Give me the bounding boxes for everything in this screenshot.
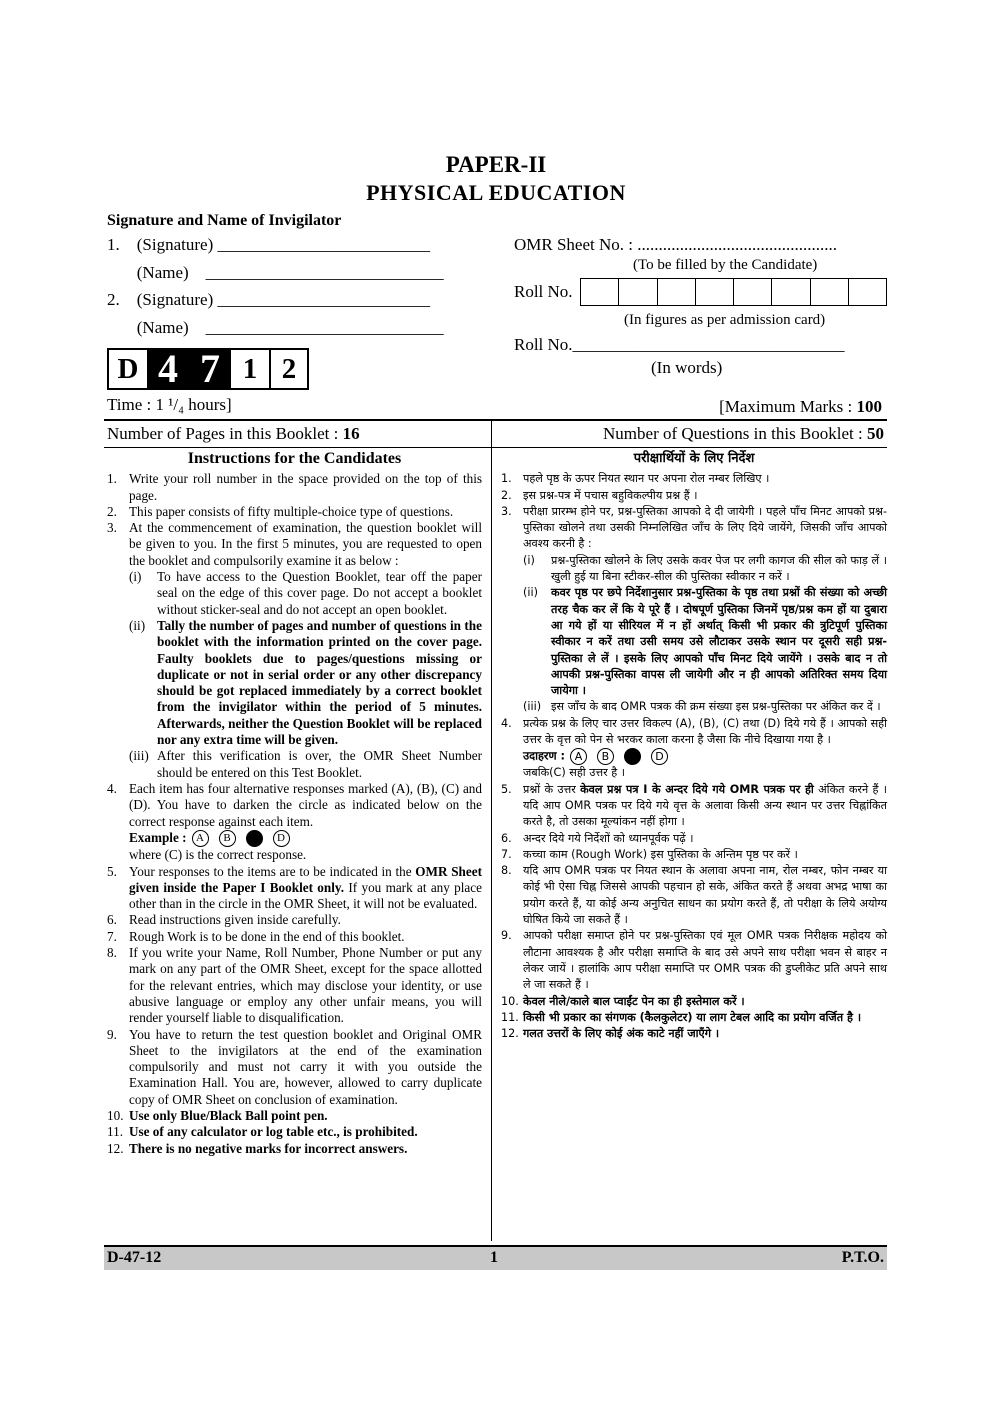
instruction-item: 11. Use of any calculator or log table etc., is prohibited. [107, 1124, 418, 1140]
roll-digit-box[interactable] [619, 279, 657, 305]
invigilator-1-signature[interactable]: 1. (Signature) _________________________ [107, 235, 430, 254]
pages-count: Number of Pages in this Booklet : 16 [107, 424, 360, 443]
code-char: 4 [147, 350, 189, 388]
instruction-item: 5. Your responses to the items are to be indicated in the OMR Sheet given inside the Paper I Booklet only. If you mark at any place other than in the circle in the OMR Sheet, it will not be evaluated. [107, 863, 482, 912]
option-d-circle: D [651, 748, 668, 765]
words-note: (In words) [651, 358, 723, 377]
booklet-code [107, 348, 309, 390]
instruction-item: 9. आपको परीक्षा समाप्त होने पर प्रश्न-पुस्तिका एवं मूल OMR पत्रक निरीक्षक महोदय को लौटाना आवश्यक है और परीक्षा समाप्ति के बाद उसे अपने साथ परीक्षा भवन से बाहर न लेकर जायें । हालांकि आप परीक्षा समाप्ति पर OMR पत्रक की डुप्लीकेट प्रति अपने साथ ले जा सकते हैं । [501, 929, 887, 992]
roll-number-label: Roll No. [514, 282, 573, 301]
instruction-item: 11. किसी भी प्रकार का संगणक (कैलकुलेटर) या लाग टेबल आदि का प्रयोग वर्जित है । [501, 1010, 862, 1024]
instruction-item: 4. प्रत्येक प्रश्न के लिए चार उत्तर विकल्प (A), (B), (C) तथा (D) दिये गये हैं । आपको सही उत्तर के वृत्त को पेन से भरकर काला करना है जैसा कि नीचे दिखाया गया है । [501, 716, 887, 747]
omr-fill-note: (To be filled by the Candidate) [633, 257, 818, 273]
example-note: where (C) is the correct response. [129, 847, 307, 863]
roll-number-words[interactable]: Roll No.________________________________ [514, 335, 845, 354]
option-a-circle: A [570, 748, 587, 765]
instruction-item: 3. परीक्षा प्रारम्भ होने पर, प्रश्न-पुस्तिका आपको दे दी जायेगी । पहले पाँच मिनट आपको प्रश्न-पुस्तिका खोलने तथा उसकी निम्नलिखित जाँच के लिए दिये जायेंगे, जिसकी जाँच आपको अवश्य करनी है : [501, 504, 887, 551]
instruction-item: 4. Each item has four alternative responses marked (A), (B), (C) and (D). You have to darken the circle as indicated below on the correct response against each item. [107, 780, 482, 829]
invigilator-1-name[interactable]: (Name) ____________________________ [107, 263, 444, 282]
paper-title: PAPER-II [445, 152, 547, 177]
instruction-subitem: (ii) Tally the number of pages and number of questions in the booklet with the information printed on the cover page. Faulty booklets due to pages/questions missing or duplicate or not in serial order or any other discrepancy should be got replaced immediately by a correct booklet from the invigilator within the period of 5 minutes. Afterwards, neither the Question Booklet will be replaced nor any extra time will be given. [129, 617, 482, 748]
instruction-item: 10. केवल नीले/काले बाल प्वाईंट पेन का ही इस्तेमाल करें । [501, 994, 745, 1008]
hindi-heading: परीक्षार्थियों के लिए निर्देश [633, 451, 755, 466]
instruction-item: 6. अन्दर दिये गये निर्देशों को ध्यानपूर्वक पढ़ें । [501, 831, 694, 845]
instruction-item: 1. Write your roll number in the space provided on the top of this page. [107, 471, 482, 503]
instruction-subitem: (iii) इस जाँच के बाद OMR पत्रक की क्रम संख्या इस प्रश्न-पुस्तिका पर अंकित कर दें । [523, 700, 881, 714]
code-char: 7 [189, 350, 231, 388]
instruction-subitem: (ii) कवर पृष्ठ पर छपे निर्देशानुसार प्रश्न-पुस्तिका के पृष्ठ तथा प्रश्नों की संख्या को अच्छी तरह चैक कर लें कि ये पूरे हैं । दोषपूर्ण पुस्तिका जिनमें पृष्ठ/प्रश्न कम हों या दुबारा आ गये हों या सीरियल में न हों अर्थात् किसी भी प्रकार की त्रुटिपूर्ण पुस्तिका स्वीकार न करें तथा उसी समय उसे लौटाकर उसके स्थान पर दूसरी सही प्रश्न-पुस्तिका ले लें । इसके लिए आपको पाँच मिनट दिये जायेंगे । उसके बाद न तो आपकी प्रश्न-पुस्तिका वापस ली जायेगी और न ही आपको अतिरिक्त समय दिया जायेगा । [523, 586, 887, 698]
example-row: Example : A B D [107, 830, 482, 847]
figures-note: (In figures as per admission card) [624, 312, 826, 328]
instruction-subitem: (i) प्रश्न-पुस्तिका खोलने के लिए उसके कवर पेज पर लगी कागज की सील को फाड़ लें । खुली हुई या बिना स्टीकर-सील की पुस्तिका स्वीकार न करें । [523, 553, 887, 584]
roll-digit-box[interactable] [696, 279, 734, 305]
page-number: 1 [490, 1249, 498, 1266]
subject-title: PHYSICAL EDUCATION [366, 180, 626, 205]
instruction-item: 1. पहले पृष्ठ के ऊपर नियत स्थान पर अपना रोल नम्बर लिखिए । [501, 472, 770, 486]
option-c-filled-circle [624, 748, 641, 765]
roll-digit-box[interactable] [581, 279, 619, 305]
omr-sheet-number[interactable]: OMR Sheet No. : ............................................... [514, 235, 837, 254]
example-row: उदाहरण : A B D [501, 748, 887, 765]
roll-digit-box[interactable] [811, 279, 849, 305]
instruction-subitem: (iii) After this verification is over, the OMR Sheet Number should be entered on this Test Booklet. [129, 748, 482, 780]
instruction-item: 2. This paper consists of fifty multiple-choice type of questions. [107, 503, 454, 519]
option-a-circle: A [192, 830, 209, 847]
instruction-item: 10. Use only Blue/Black Ball point pen. [107, 1108, 328, 1124]
roll-number-boxes[interactable] [580, 278, 887, 306]
instruction-item: 8. If you write your Name, Roll Number, Phone Number or put any mark on any part of the OMR Sheet, except for the space allotted for the relevant entries, which may disclose your identity, or use abusive language or employ any other unfair means, you will render yourself liable to disqualification. [107, 945, 482, 1026]
roll-digit-box[interactable] [734, 279, 772, 305]
english-instructions [107, 451, 482, 1157]
option-b-circle: B [219, 830, 236, 847]
code-char: 2 [269, 350, 307, 388]
option-d-circle: D [273, 830, 290, 847]
code-char: D [109, 350, 147, 388]
instruction-item: 8. यदि आप OMR पत्रक पर नियत स्थान के अलावा अपना नाम, रोल नम्बर, फोन नम्बर या कोई भी ऐसा चिह्न जिससे आपकी पहचान हो सके, अंकित करते हैं अथवा अभद्र भाषा का प्रयोग करते हैं, या कोई अन्य अनुचित साधन का प्रयोग करते हैं, तो परीक्षा के लिये अयोग्य घोषित किये जा सकते हैं । [501, 864, 887, 927]
roll-digit-box[interactable] [849, 279, 886, 305]
instruction-item: 12. गलत उत्तरों के लिए कोई अंक काटे नहीं जाएँगे । [501, 1027, 720, 1041]
column-divider [491, 419, 492, 1241]
page-footer [104, 1245, 887, 1270]
instruction-item: 9. You have to return the test question booklet and Original OMR Sheet to the invigilators at the end of the examination compulsorily and must not carry it with you outside the Examination Hall. You are, however, allowed to carry duplicate copy of OMR Sheet on conclusion of examination. [107, 1026, 482, 1107]
questions-count: Number of Questions in this Booklet : 50 [603, 424, 884, 443]
example-note: जबकि(C) सही उत्तर है । [523, 766, 625, 780]
option-c-filled-circle [246, 830, 263, 847]
instruction-item: 12. There is no negative marks for incorrect answers. [107, 1140, 408, 1156]
roll-digit-box[interactable] [772, 279, 810, 305]
footer-code: D-47-12 [107, 1249, 162, 1266]
instruction-subitem: (i) To have access to the Question Booklet, tear off the paper seal on the edge of this cover page. Do not accept a booklet without sticker-seal and do not accept an open booklet. [129, 569, 482, 617]
option-b-circle: B [597, 748, 614, 765]
invigilator-2-name[interactable]: (Name) ____________________________ [107, 318, 444, 337]
exam-time: Time : 1 ¹/₄ hours] [107, 395, 232, 414]
english-heading: Instructions for the Candidates [187, 450, 402, 467]
instruction-item: 2. इस प्रश्न-पत्र में पचास बहुविकल्पीय प्रश्न हैं । [501, 488, 698, 502]
table-border [104, 419, 887, 421]
invigilator-heading: Signature and Name of Invigilator [107, 212, 342, 229]
pto-label: P.T.O. [841, 1249, 884, 1266]
instruction-item: 7. कच्चा काम (Rough Work) इस पुस्तिका के अन्तिम पृष्ठ पर करें । [501, 847, 798, 861]
instruction-item: 7. Rough Work is to be done in the end of this booklet. [107, 928, 405, 944]
code-char: 1 [231, 350, 269, 388]
instruction-item: 5. प्रश्नों के उत्तर केवल प्रश्न पत्र I के अन्दर दिये गये OMR पत्रक पर ही अंकित करने हैं । यदि आप OMR पत्रक पर दिये गये वृत्त के अलावा किसी अन्य स्थान पर उत्तर चिह्नांकित करते है, तो उसका मूल्यांकन नहीं होगा । [501, 782, 887, 829]
instruction-item: 6. Read instructions given inside carefully. [107, 912, 341, 928]
invigilator-2-signature[interactable]: 2. (Signature) _________________________ [107, 290, 430, 309]
hindi-instructions [501, 451, 887, 1042]
table-divider [104, 447, 887, 448]
roll-digit-box[interactable] [658, 279, 696, 305]
max-marks: [Maximum Marks : 100 [719, 397, 882, 416]
instruction-item: 3. At the commencement of examination, the question booklet will be given to you. In the first 5 minutes, you are requested to open the booklet and compulsorily examine it as below : [107, 520, 482, 568]
